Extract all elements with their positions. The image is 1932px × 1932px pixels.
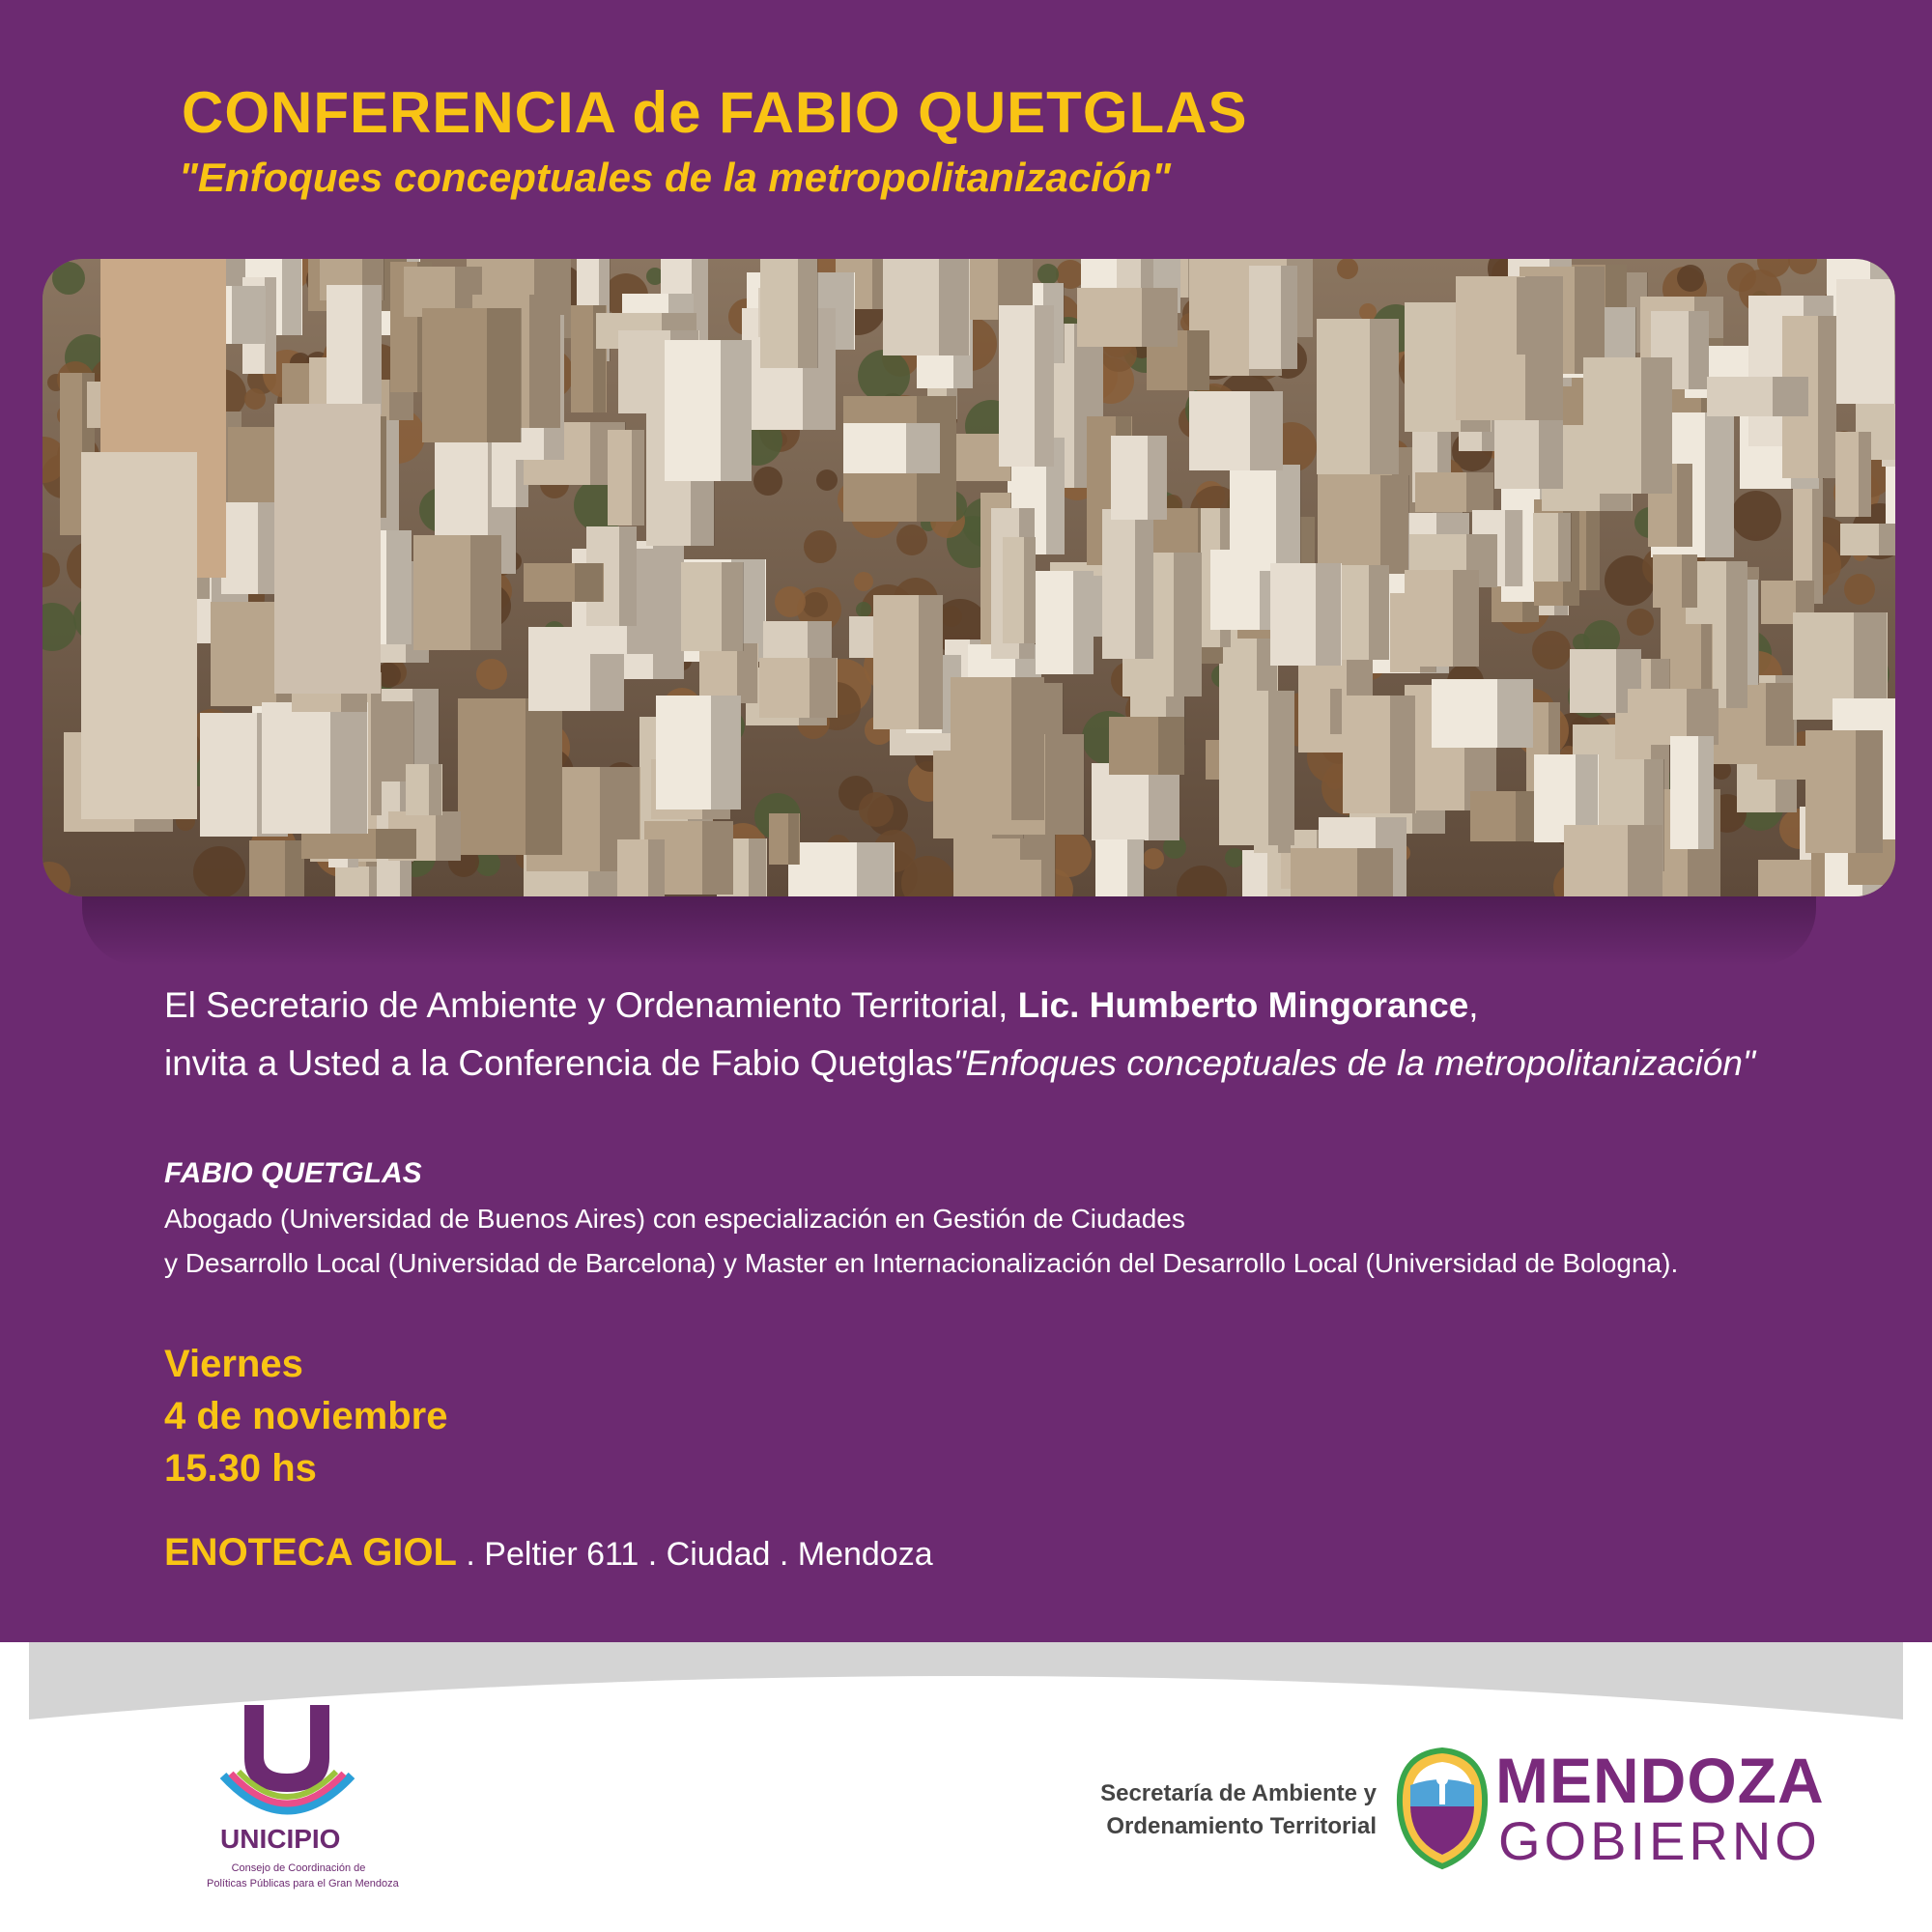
invitation-topic: "Enfoques conceptuales de la metropolitanización" <box>952 1043 1756 1083</box>
gobierno-label: GOBIERNO <box>1498 1810 1821 1871</box>
invitation-line-1: El Secretario de Ambiente y Ordenamiento Territorial, Lic. Humberto Mingorance, <box>164 985 1479 1025</box>
unicipio-logo-icon <box>217 1700 357 1826</box>
bio-line-2: y Desarrollo Local (Universidad de Barcelona) y Master en Internacionalización del Desarrollo Local (Universidad de Bologna). <box>164 1248 1679 1278</box>
event-day: Viernes <box>164 1343 303 1385</box>
mendoza-label: MENDOZA <box>1495 1745 1825 1816</box>
secretaria-label: Secretaría de Ambiente y Ordenamiento Territorial <box>1100 1780 1377 1839</box>
footer <box>0 1642 1932 1932</box>
bio-line-1: Abogado (Universidad de Buenos Aires) con especialización en Gestión de Ciudades <box>164 1204 1185 1234</box>
unicipio-name: UNICIPIO <box>220 1824 341 1854</box>
city-photo <box>43 259 1895 896</box>
event-date: 4 de noviembre <box>164 1395 448 1437</box>
city-illustration <box>43 259 1895 896</box>
event-venue <box>164 1531 933 1575</box>
venue-address: . Peltier 611 . Ciudad . Mendoza <box>456 1536 933 1573</box>
secretary-name: Lic. Humberto Mingorance <box>1017 985 1469 1025</box>
bio-name: FABIO QUETGLAS <box>164 1157 422 1189</box>
conference-title: CONFERENCIA de FABIO QUETGLAS <box>182 80 1248 145</box>
mendoza-shield-icon <box>1394 1747 1491 1870</box>
invitation-line-2: invita a Usted a la Conferencia de Fabio Quetglas"Enfoques conceptuales de la metropolitanización" <box>164 1043 1756 1083</box>
venue-name: ENOTECA GIOL <box>164 1531 457 1574</box>
unicipio-desc-2: Políticas Públicas para el Gran Mendoza <box>207 1878 399 1889</box>
unicipio-desc-1: Consejo de Coordinación de <box>231 1862 366 1874</box>
conference-subtitle: "Enfoques conceptuales de la metropolitanización" <box>179 155 1172 200</box>
event-time: 15.30 hs <box>164 1447 317 1490</box>
